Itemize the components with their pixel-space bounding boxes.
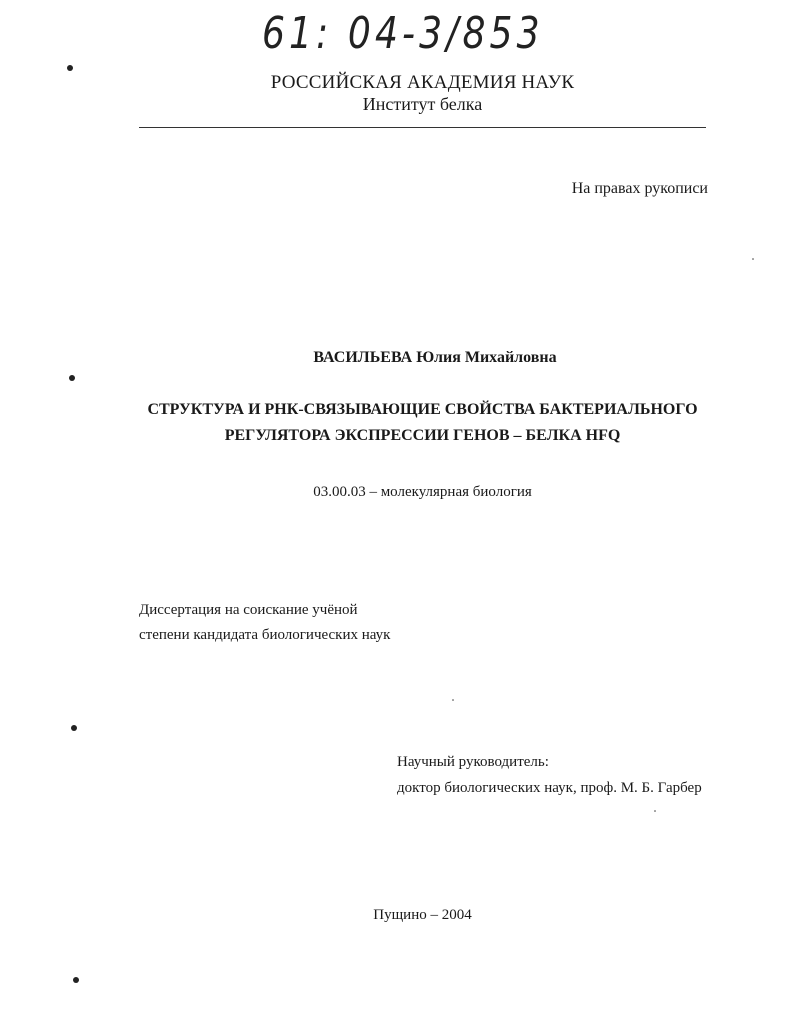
degree-line1: Диссертация на соискание учёной [139,602,358,618]
academy-name: РОССИЙСКАЯ АКАДЕМИЯ НАУК [270,72,575,93]
dissertation-title-line2: РЕГУЛЯТОРА ЭКСПРЕССИИ ГЕНОВ – БЕЛКА HFQ [224,427,621,444]
author-name: ВАСИЛЬЕВА Юлия Михайловна [313,349,557,366]
header-divider [139,127,706,128]
scan-speck [752,258,754,260]
supervisor-name: доктор биологических наук, проф. М. Б. Гарбер [397,780,702,796]
binding-hole-mark [69,375,75,381]
supervisor-label: Научный руководитель: [397,754,549,770]
archive-number-handwritten: 61: 04-3/853 [262,8,544,59]
binding-hole-mark [67,65,73,71]
binding-hole-mark [73,977,79,983]
rights-notice: На правах рукописи [571,180,708,197]
dissertation-title-line1: СТРУКТУРА И РНК-СВЯЗЫВАЮЩИЕ СВОЙСТВА БАКТЕРИАЛЬНОГО [147,401,698,418]
institute-name: Институт белка [362,94,483,114]
degree-line2: степени кандидата биологических наук [139,627,391,643]
scan-speck [654,810,656,812]
specialty-code: 03.00.03 – молекулярная биология [313,484,532,500]
scan-speck [452,699,454,701]
place-year: Пущино – 2004 [373,907,472,923]
binding-hole-mark [71,725,77,731]
